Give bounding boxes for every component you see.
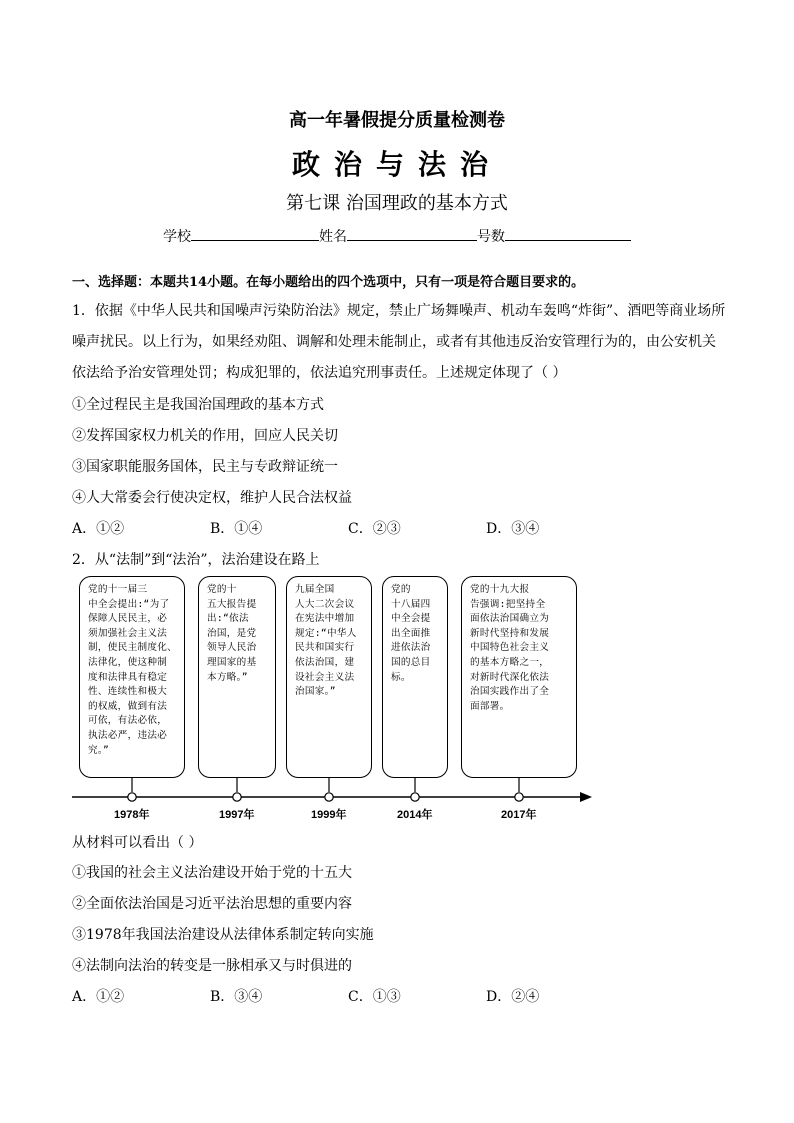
marker-1997	[233, 793, 241, 801]
name-label: 姓名	[319, 229, 347, 245]
timeline-box-1997: 党的十 五大报告提 出:“依法 治国，是党 领导人民治 理国家的基 本方略。”	[198, 576, 276, 778]
q1-option-a[interactable]: A．①②	[72, 521, 125, 537]
marker-1999	[325, 793, 333, 801]
subject-title: 政治与法治	[291, 148, 502, 181]
school-blank[interactable]	[191, 226, 319, 241]
q1-option-c[interactable]: C．②③	[348, 521, 401, 537]
number-label: 号数	[477, 229, 505, 245]
q1-statement-3: ③国家职能服务国体，民主与专政辩证统一	[72, 459, 338, 475]
school-label: 学校	[163, 229, 191, 245]
q2-statement-2: ②全面依法治国是习近平法治思想的重要内容	[72, 896, 352, 912]
marker-1978	[128, 793, 136, 801]
q1-statement-1: ①全过程民主是我国治国理政的基本方式	[72, 397, 324, 413]
q2-statement-1: ①我国的社会主义法治建设开始于党的十五大	[72, 865, 352, 881]
q2-option-c[interactable]: C．①③	[348, 989, 401, 1005]
name-blank[interactable]	[347, 226, 477, 241]
q1-option-b[interactable]: B．①④	[210, 521, 263, 537]
q1-stem-line-2: 噪声扰民。以上行为，如果经劝阻、调解和处理未能制止，或者有其他违反治安管理行为的，由公安机关	[72, 334, 716, 350]
timeline-box-2017: 党的十九大报 告强调:把坚持全 面依法治国确立为 新时代坚持和发展 中国特色社会主义 的基本方略之一， 对新时代深化依法 治国实践作出了全 面部署。	[461, 576, 577, 778]
year-label-1978: 1978年	[114, 809, 150, 821]
q1-option-d[interactable]: D．③④	[486, 521, 540, 537]
q2-statement-4: ④法制向法治的转变是一脉相承又与时俱进的	[72, 958, 352, 974]
marker-2014	[411, 793, 419, 801]
q2-option-b[interactable]: B．③④	[210, 989, 263, 1005]
year-label-1997: 1997年	[219, 809, 255, 821]
q1-stem-line-3: 依法给予治安管理处罚；构成犯罪的，依法追究刑事责任。上述规定体现了（ ）	[72, 365, 567, 381]
q1-statement-2: ②发挥国家权力机关的作用，回应人民关切	[72, 428, 338, 444]
lesson-title: 第七课 治国理政的基本方式	[286, 193, 508, 214]
exam-title: 高一年暑假提分质量检测卷	[289, 110, 505, 131]
q2-stem: 2．从“法制”到“法治”，法治建设在路上	[72, 552, 320, 568]
number-blank[interactable]	[505, 226, 631, 241]
timeline-box-1999: 九届全国 人大二次会议 在宪法中增加 规定:“中华人 民共和国实行 依法治国，建 设社会主义法 治国家。”	[286, 576, 372, 778]
q2-question: 从材料可以看出（ ）	[72, 835, 203, 851]
year-label-2014: 2014年	[397, 809, 433, 821]
q2-statement-3: ③1978年我国法治建设从法律体系制定转向实施	[72, 927, 374, 943]
year-label-1999: 1999年	[311, 809, 347, 821]
student-info-line	[0, 226, 794, 246]
q2-option-d[interactable]: D．②④	[486, 989, 540, 1005]
q2-option-a[interactable]: A．①②	[72, 989, 125, 1005]
q1-statement-4: ④人大常委会行使决定权，维护人民合法权益	[72, 490, 352, 506]
q1-stem-line-1: 1．依据《中华人民共和国噪声污染防治法》规定，禁止广场舞噪声、机动车轰鸣“炸街”、酒吧等商业场所	[72, 303, 726, 319]
year-label-2017: 2017年	[501, 809, 537, 821]
marker-2017	[515, 793, 523, 801]
timeline-box-1978: 党的十一届三 中全会提出:“为了 保障人民民主，必 须加强社会主义法 制，使民主制度化、 法律化，使这种制 度和法律具有稳定 性、连续性和极大 的权威，做到有法 可依，有法必依， 执法必严，违法必 究。”	[79, 576, 185, 778]
timeline-axis	[0, 770, 794, 810]
axis-arrow-icon	[580, 792, 592, 802]
section-heading: 一、选择题：本题共14小题。在每小题给出的四个选项中，只有一项是符合题目要求的。	[72, 275, 585, 290]
timeline-box-2014: 党的 十八届四 中全会提 出全面推 进依法治 国的总目 标。	[382, 576, 448, 778]
